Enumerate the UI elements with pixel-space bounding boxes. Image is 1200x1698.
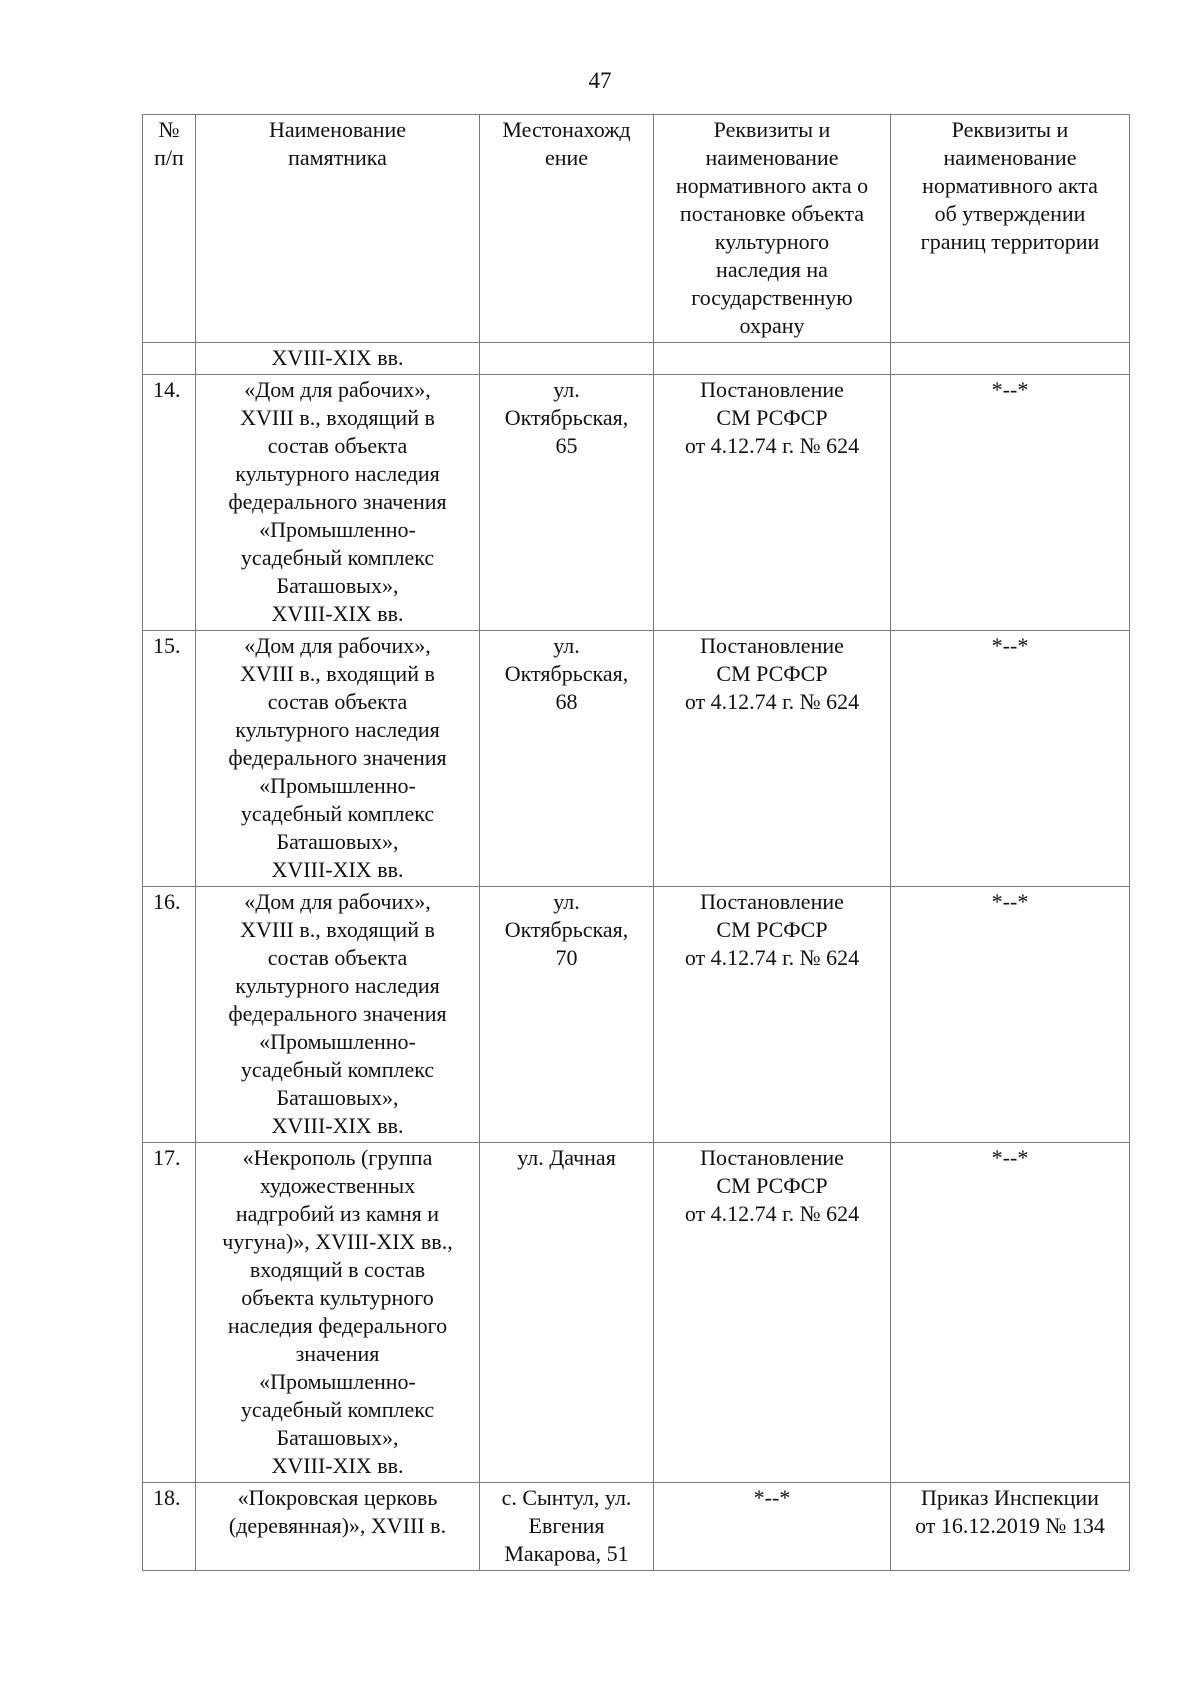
cell-text-line: ул.	[553, 633, 580, 658]
cell-text-line: нормативного акта	[922, 173, 1098, 198]
cell-text-line: охрану	[739, 313, 805, 338]
cell-text-line: «Покровская церковь	[237, 1485, 438, 1510]
cell-text-line: ение	[544, 145, 589, 170]
header-monument-name	[196, 115, 480, 343]
table-row	[143, 631, 1130, 887]
header-protection-act	[654, 115, 891, 343]
cell-text-line: Макарова, 51	[504, 1541, 629, 1566]
cell-text-line: культурного наследия	[235, 973, 440, 998]
cell-monument-name	[196, 887, 480, 1143]
cell-text-line: культурного наследия	[235, 717, 440, 742]
cell-text-line: состав объекта	[267, 945, 408, 970]
cell-monument-name	[196, 375, 480, 631]
cell-text-line: *--*	[991, 633, 1029, 658]
cell-text-line: «Промышленно-	[259, 1369, 416, 1394]
cell-text-line: Постановление	[700, 1145, 844, 1170]
cell-text-line: усадебный комплекс	[240, 1057, 435, 1082]
cell-text-line: *--*	[991, 1145, 1029, 1170]
table-row	[143, 1483, 1130, 1571]
cell-text-line: Постановление	[700, 377, 844, 402]
cell-number: 16.	[143, 887, 196, 1143]
cell-location	[480, 887, 654, 1143]
cell-text-line: объекта культурного	[241, 1285, 434, 1310]
cell-text-line: об утверждении	[934, 201, 1086, 226]
header-location	[480, 115, 654, 343]
cell-text-line: с. Сынтул, ул.	[501, 1485, 632, 1510]
cell-number: 14.	[143, 375, 196, 631]
cell-boundaries-act	[891, 375, 1130, 631]
cell-text-line: «Дом для рабочих»,	[244, 633, 431, 658]
cell-text-line: от 4.12.74 г. № 624	[684, 945, 860, 970]
cell-text-line: XVIII-XIX вв.	[271, 1113, 404, 1138]
cell-text-line: наследия на	[716, 257, 828, 282]
cell-text-line: Баташовых»,	[276, 1085, 399, 1110]
cell-monument-name	[196, 631, 480, 887]
cell-text-line: Приказ Инспекции	[921, 1485, 1099, 1510]
cell-text-line: XVIII в., входящий в	[240, 405, 435, 430]
cell-text-line: от 4.12.74 г. № 624	[684, 433, 860, 458]
cell-text-line: федерального значения	[228, 745, 447, 770]
cell-text-line: XVIII-XIX вв.	[271, 1453, 404, 1478]
cell-text-line: федерального значения	[228, 489, 447, 514]
cell-text-line: СМ РСФСР	[716, 1173, 828, 1198]
cell-text-line: наименование	[943, 145, 1077, 170]
cell-text-line: наименование	[705, 145, 839, 170]
cell-location	[480, 1483, 654, 1571]
cell-text-line: XVIII-XIX вв.	[271, 345, 404, 370]
cell-text-line: усадебный комплекс	[240, 801, 435, 826]
cell-location	[480, 1143, 654, 1483]
cell-text-line: наследия федерального	[227, 1313, 448, 1338]
cell-text-line: Реквизиты и	[713, 117, 831, 142]
monuments-table	[142, 114, 1130, 1571]
cell-text-line: культурного наследия	[235, 461, 440, 486]
cell-text-line: усадебный комплекс	[240, 545, 435, 570]
page-number: 47	[588, 68, 612, 93]
cell-number: 15.	[143, 631, 196, 887]
cell-text-line: Баташовых»,	[276, 1425, 399, 1450]
cell-text-line: чугуна)», XVIII-XIX вв.,	[222, 1229, 453, 1254]
cell-protection-act	[654, 631, 891, 887]
cell-text-line: (деревянная)», XVIII в.	[228, 1513, 447, 1538]
cell-text-line: границ территории	[920, 229, 1100, 254]
cell-text-line: входящий в состав	[249, 1257, 426, 1282]
cell-protection-act	[654, 1483, 891, 1571]
cell-text-line: «Промышленно-	[259, 1029, 416, 1054]
cell-text-line: 68	[555, 689, 578, 714]
cell-text-line: СМ РСФСР	[716, 661, 828, 686]
cell-text-line: «Некрополь (группа	[242, 1145, 433, 1170]
cell-text-line: СМ РСФСР	[716, 405, 828, 430]
cell-text-line: культурного	[714, 229, 830, 254]
cell-text-line: ул.	[553, 889, 580, 914]
cell-text-line: Постановление	[700, 889, 844, 914]
cell-text-line: Баташовых»,	[276, 829, 399, 854]
cell-text-line: XVIII-XIX вв.	[271, 601, 404, 626]
cell-number: 17.	[143, 1143, 196, 1483]
cell-text-line: *--*	[991, 377, 1029, 402]
cell-location	[480, 375, 654, 631]
table-row	[143, 887, 1130, 1143]
cell-text-line: XVIII в., входящий в	[240, 661, 435, 686]
cell-monument-name	[196, 1483, 480, 1571]
cell-text-line: №	[158, 117, 180, 142]
table-header-row	[143, 115, 1130, 343]
table-row-continuation	[143, 343, 1130, 375]
cell-text-line: Октябрьская,	[504, 661, 629, 686]
header-number	[143, 115, 196, 343]
cell-text-line: Постановление	[700, 633, 844, 658]
cell-text-line: Реквизиты и	[951, 117, 1069, 142]
cell-text-line: от 16.12.2019 № 134	[915, 1513, 1105, 1538]
cell-text-line: *--*	[753, 1485, 791, 1510]
cell-text-line: Наименование	[268, 117, 407, 142]
cell-text-line: значения	[295, 1341, 380, 1366]
cell-protection-act	[654, 887, 891, 1143]
cell-location	[480, 343, 654, 375]
cell-protection-act	[654, 1143, 891, 1483]
cell-text-line: 70	[555, 945, 578, 970]
cell-number	[143, 343, 196, 375]
cell-protection-act	[654, 343, 891, 375]
cell-text-line: от 4.12.74 г. № 624	[684, 1201, 860, 1226]
cell-text-line: СМ РСФСР	[716, 917, 828, 942]
cell-text-line: художественных	[259, 1173, 416, 1198]
cell-text-line: 65	[555, 433, 578, 458]
cell-boundaries-act	[891, 1483, 1130, 1571]
cell-boundaries-act	[891, 343, 1130, 375]
cell-text-line: нормативного акта о	[675, 173, 869, 198]
cell-text-line: надгробий из камня и	[235, 1201, 440, 1226]
cell-text-line: Евгения	[528, 1513, 605, 1538]
cell-protection-act	[654, 375, 891, 631]
cell-text-line: федерального значения	[228, 1001, 447, 1026]
cell-number: 18.	[143, 1483, 196, 1571]
cell-text-line: памятника	[288, 145, 387, 170]
cell-text-line: Местонахожд	[502, 117, 631, 142]
table-row	[143, 375, 1130, 631]
cell-text-line: состав объекта	[267, 689, 408, 714]
cell-text-line: состав объекта	[267, 433, 408, 458]
cell-monument-name	[196, 1143, 480, 1483]
cell-text-line: государственную	[691, 285, 853, 310]
cell-boundaries-act	[891, 887, 1130, 1143]
header-boundaries-act	[891, 115, 1130, 343]
cell-text-line: Октябрьская,	[504, 405, 629, 430]
cell-text-line: Октябрьская,	[504, 917, 629, 942]
cell-text-line: «Промышленно-	[259, 773, 416, 798]
cell-text-line: Баташовых»,	[276, 573, 399, 598]
cell-text-line: от 4.12.74 г. № 624	[684, 689, 860, 714]
cell-text-line: *--*	[991, 889, 1029, 914]
cell-text-line: «Дом для рабочих»,	[244, 377, 431, 402]
cell-boundaries-act	[891, 1143, 1130, 1483]
cell-text-line: XVIII-XIX вв.	[271, 857, 404, 882]
cell-text-line: XVIII в., входящий в	[240, 917, 435, 942]
cell-text-line: «Промышленно-	[259, 517, 416, 542]
cell-boundaries-act	[891, 631, 1130, 887]
cell-text-line: усадебный комплекс	[240, 1397, 435, 1422]
cell-text-line: постановке объекта	[679, 201, 865, 226]
cell-text-line: «Дом для рабочих»,	[244, 889, 431, 914]
table-row	[143, 1143, 1130, 1483]
cell-text-line: п/п	[154, 145, 184, 170]
cell-text-line: ул.	[553, 377, 580, 402]
cell-monument-name	[196, 343, 480, 375]
cell-location	[480, 631, 654, 887]
cell-text-line: ул. Дачная	[517, 1145, 616, 1170]
